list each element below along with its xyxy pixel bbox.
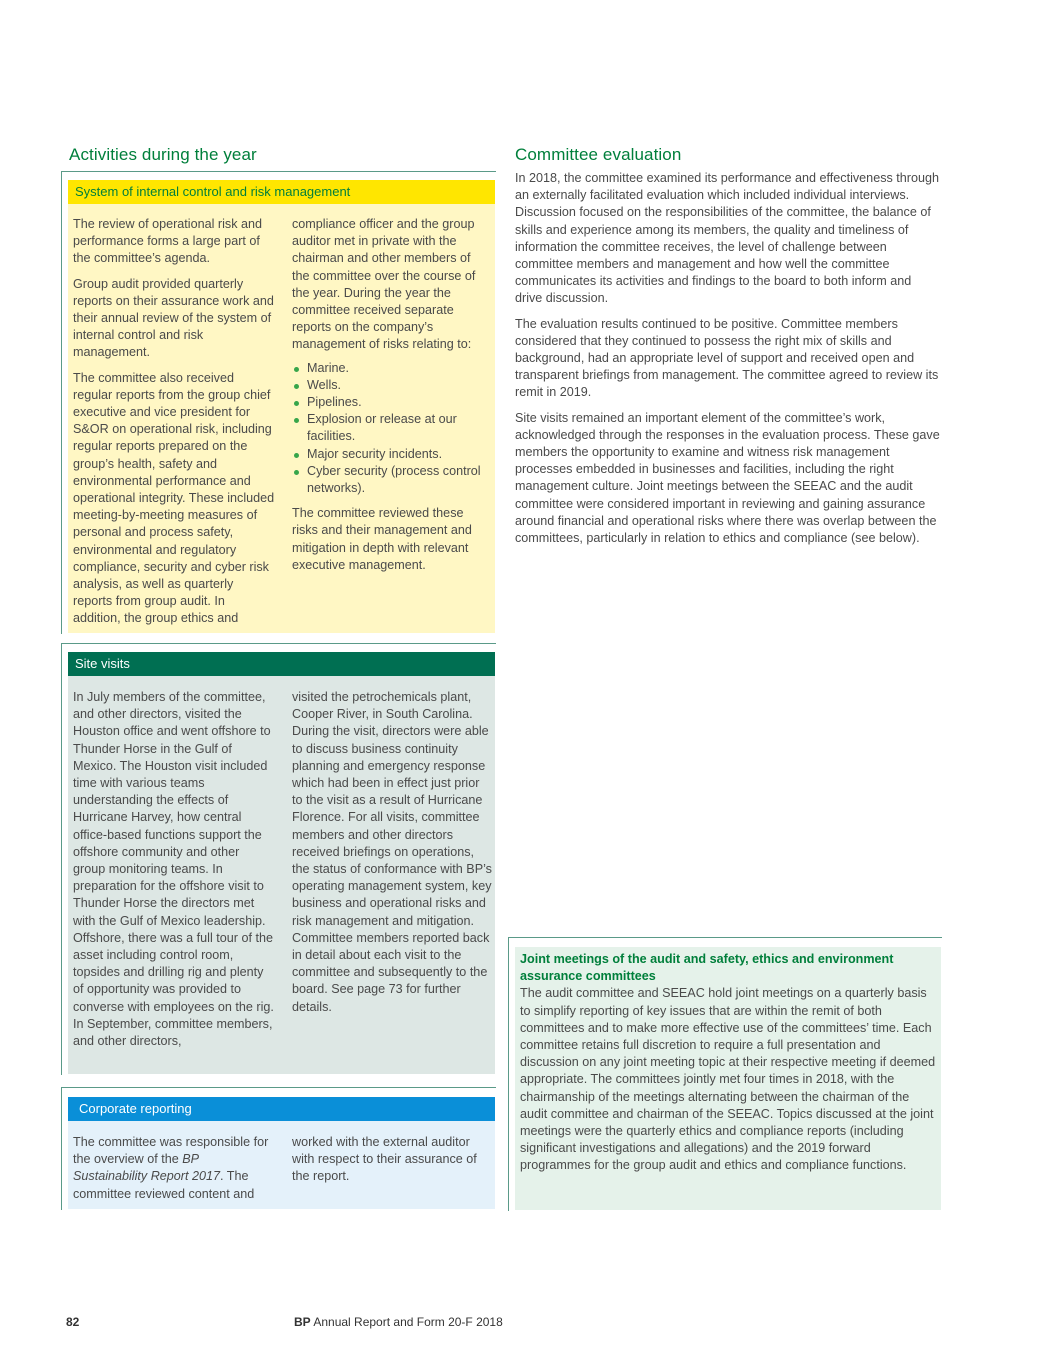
- site-visits-col1: [73, 689, 275, 1050]
- page-number: 82: [66, 1315, 80, 1329]
- list-item: Pipelines.: [292, 394, 490, 411]
- brand-name: BP: [294, 1315, 311, 1329]
- paragraph: visited the petrochemicals plant, Cooper River, in South Carolina. During the visit, directors were able to discuss business continuity planning and emergency response which had been in effect just prior to the visit as a result of Hurricane Florence. For all visits, committee members and other directors received briefings on operations, the status of conformance with BP’s operating management system, key business and operational risks and risk management and mitigation. Committee members reported back in detail about each visit to the committee and subsequently to the board. See page 73 for further details.: [292, 690, 492, 1014]
- section-title-activities: Activities during the year: [69, 145, 257, 164]
- internal-control-col2: [292, 216, 490, 574]
- list-item: Explosion or release at our facilities.: [292, 411, 490, 445]
- paragraph: The audit committee and SEEAC hold joint meetings on a quarterly basis to simplify reporting of key issues that are within the remit of both committees and to make more effective use of the committees’ time. Each committee retains full discretion to require a full presentation and discussion on any joint meeting topic at their respective meeting if deemed appropriate. The committees jointly met four times in 2018, with the chairmanship of the meetings alternating between the chairman of the audit committee and chairman of the SEEAC. Topics discussed at the joint meetings were the quarterly ethics and compliance reports (including significant investigations and allegations) and the 2019 forward programmes for the group audit and ethics and compliance functions.: [520, 986, 936, 1173]
- corporate-reporting-col1: [73, 1134, 275, 1203]
- paragraph: compliance officer and the group auditor met in private with the chairman and other members of the committee over the course of the year. During the year the committee received separate reports on the company’s management of risks relating to:: [292, 217, 476, 352]
- joint-meetings-content: [520, 951, 938, 1175]
- evaluation-text: [515, 170, 940, 547]
- risk-bullet-list: [292, 360, 490, 498]
- footer-report-title: [294, 1315, 503, 1329]
- footer-title-text: Annual Report and Form 20-F 2018: [310, 1315, 503, 1329]
- paragraph: Site visits remained an important element of the committee’s work, acknowledged through the responses in the evaluation process. These gave members the opportunity to examine and witness risk management processes embedded in businesses and facilities, including the right management culture. Joint meetings between the SEEAC and the audit committee were considered important in reviewing and gaining assurance around financial and operational risks where there was overlap between the committees, particularly in relation to ethics and compliance (see below).: [515, 410, 940, 546]
- list-item: Cyber security (process control networks).: [292, 463, 490, 497]
- paragraph: The review of operational risk and performance forms a large part of the committee’s agenda.: [73, 217, 263, 266]
- paragraph: worked with the external auditor with respect to their assurance of the report.: [292, 1135, 477, 1184]
- site-visits-col2: [292, 689, 492, 1016]
- report-title: BP Sustainability Report 2017: [73, 1152, 221, 1184]
- paragraph: Group audit provided quarterly reports on their assurance work and their annual review of the system of internal control and risk management.: [73, 276, 274, 360]
- paragraph: The committee reviewed these risks and their management and mitigation in depth with relevant executive management.: [292, 506, 472, 572]
- internal-control-heading: System of internal control and risk management: [68, 180, 495, 204]
- internal-control-col1: [73, 216, 275, 628]
- list-item: Marine.: [292, 360, 490, 377]
- site-visits-heading: Site visits: [68, 652, 495, 676]
- list-item: Wells.: [292, 377, 490, 394]
- joint-meetings-title: Joint meetings of the audit and safety, ethics and environment assurance committees: [520, 952, 894, 984]
- section-title-evaluation: Committee evaluation: [515, 145, 682, 164]
- paragraph: In 2018, the committee examined its performance and effectiveness through an externally facilitated evaluation which included individual interviews. Discussion focused on the responsibilities of the committee, the balance of skills and experience among its members, the quality and timeliness of information the committee receives, the level of challenge between committee members and management and how well the committee communicates its activities and findings to the board to both inform and drive discussion.: [515, 171, 939, 306]
- paragraph: In July members of the committee, and other directors, visited the Houston office and went offshore to Thunder Horse in the Gulf of Mexico. The Houston visit included time with various teams understanding the effects of Hurricane Harvey, how central office-based functions support the offshore community and other group monitoring teams. In preparation for the offshore visit to Thunder Horse the directors met with the Gulf of Mexico leadership. Offshore, there was a full tour of the asset including control room, topsides and drilling rig and plenty of opportunity was provided to converse with employees on the rig. In September, committee members, and other directors,: [73, 690, 274, 1049]
- text-run: . The committee reviewed content and: [73, 1169, 255, 1201]
- paragraph: The evaluation results continued to be positive. Committee members considered that they continued to possess the right mix of skills and background, had an appropriate level of support and received open and transparent briefings from management. The committee agreed to review its remit in 2019.: [515, 316, 939, 400]
- text-run: The committee was responsible for the overview of the: [73, 1135, 269, 1167]
- corporate-reporting-heading: Corporate reporting: [68, 1097, 495, 1121]
- corporate-reporting-col2: [292, 1134, 490, 1186]
- paragraph: [73, 1134, 275, 1203]
- list-item: Major security incidents.: [292, 446, 490, 463]
- paragraph: The committee also received regular reports from the group chief executive and vice president for S&OR on operational risk, including regular reports prepared on the group’s health, safety and environmental performance and operational integrity. These included meeting-by-meeting measures of personal and process safety, environmental and regulatory compliance, security and cyber risk analysis, as well as quarterly reports from group audit. In addition, the group ethics and: [73, 370, 275, 626]
